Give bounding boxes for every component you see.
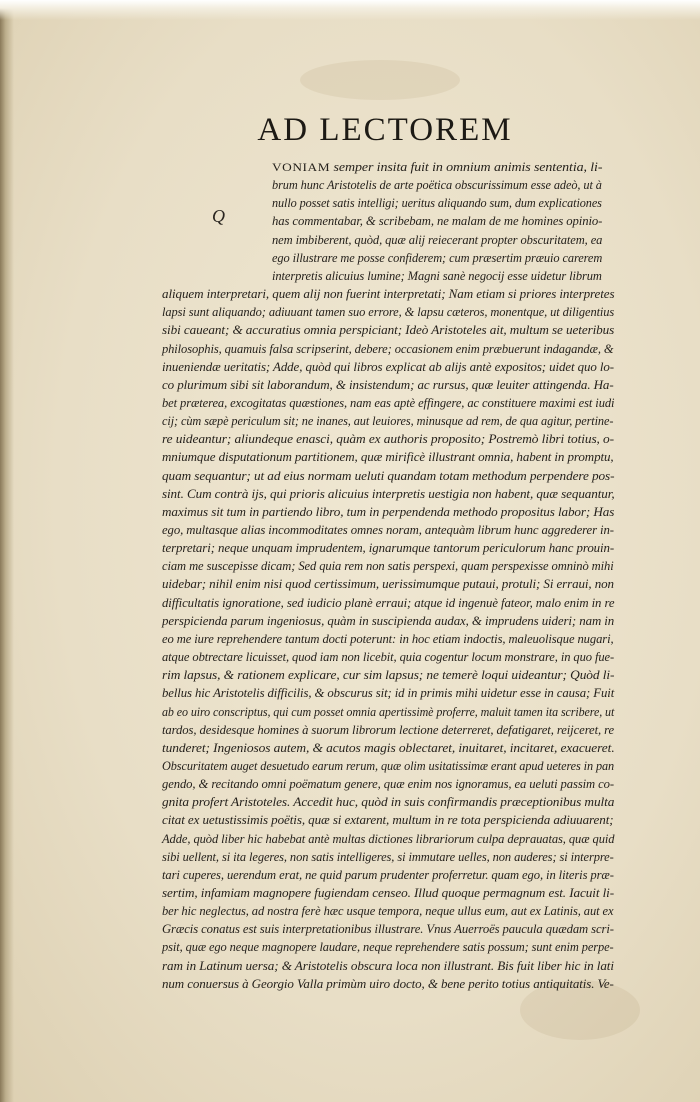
text-line: psit, quæ ego neque magnopere laudare, neque reprehendere satis possum; sunt enim perpe- [162, 940, 614, 955]
text-line: sibi uellent, si ita legeres, non satis intelligeres, si immutare uelles, non auderes; si interpre- [162, 849, 614, 864]
text-line-first [272, 159, 602, 175]
first-line-rest: semper insita fuit in omnium animis sententia, li- [330, 160, 603, 174]
text-line: tardos, desidesque homines à suorum librorum lectione deterreret, defatigaret, reijceret, re [162, 722, 615, 737]
text-line: tari cuperes, uerendum erat, ne quid parum prudenter proferretur. quam ego, in literis præ- [162, 867, 614, 882]
text-line: eo me iure reprehendere tantum docti poterunt: in hoc etiam indoctis, maleuolisque nugari, [162, 631, 614, 646]
text-line: ram in Latinum uersa; & Aristotelis obscura loca non illustrant. Bis fuit liber hic in lati [162, 958, 614, 973]
text-line: rim lapsus, & rationem explicare, cur sim lapsus; ne temerè loqui uideantur; Quòd li- [162, 668, 615, 683]
text-line: sertim, infamiam magnopere fugiendam censeo. Illud quoque permagnum est. Iacuit li- [162, 886, 615, 900]
text-line: lapsi sunt aliquando; adiuuant tamen suo errore, & lapsu cæteros, monentque, ut diligentius [162, 305, 615, 320]
drop-cap-letter: Q [212, 206, 225, 226]
text-line: inueniendæ ueritatis; Adde, quòd qui libros explicat ab alijs antè expositos; uidet quo lo- [162, 359, 614, 374]
text-line: ego, multasque alias incommoditates omnes noram, antequàm librum hunc aggrederer in- [162, 523, 614, 537]
text-line: sibi caueant; & accuratius omnia perspiciant; Ideò Aristoteles ait, multum se ueteribus [162, 323, 615, 338]
text-line: nullo posset satis intelligi; ueritus aliquando sum, dum explicationes [272, 196, 602, 211]
text-line: terpretari; neque unquam imprudentem, ignarumque tantorum periculorum hanc prouin- [162, 541, 615, 556]
text-line: maximus sit tum in partiendo libro, tum in perpendenda methodo propositus labor; Has [162, 504, 615, 519]
text-line: nem imbiberent, quòd, quæ alij reiecerant propter obscuritatem, ea [272, 232, 603, 247]
text-line: brum hunc Aristotelis de arte poëtica obscurissimum esse adeò, ut à [272, 178, 602, 193]
text-line: gnita profert Aristoteles. Accedit huc, quòd in suis confirmandis præceptionibus multa [162, 795, 615, 810]
text-line: cij; cùm sæpè periculum sit; ne inanes, aut leuiores, minusque ad rem, de qua agitur, pertine- [162, 414, 614, 429]
text-line: Græcis conatus est suis interpretationibus illustrare. Vnus Auerroës paucula quædam scri- [162, 922, 614, 937]
text-line: interpretis alicuius lumine; Magni sanè negocij esse uidetur librum [272, 268, 602, 283]
text-line: difficultatis ignoratione, sed iudicio planè erraui; atque id ingenuè fateor, malo enim in re [162, 595, 615, 610]
text-line: tunderet; Ingeniosos autem, & acutos magis oblectaret, inuitaret, incitaret, exacueret. [162, 740, 615, 755]
text-line: ego illustrare me posse confiderem; cum præsertim præuio carerem [272, 250, 603, 265]
text-line: aliquem interpretari, quem alij non fuerint interpretati; Nam etiam si priores interpretes [162, 287, 615, 302]
text-line: ab eo uiro conscriptus, qui cum posset omnia apertissimè proferre, maluit tamen ita scribere, ut [162, 704, 615, 719]
text-line: re uideantur; aliundeque enasci, quàm ex authoris proposito; Postremò libri totius, o- [162, 432, 614, 447]
text-line: co plurimum sibi sit laborandum, & insistendum; ac rursus, quæ leuiter attingenda. Ha- [162, 377, 614, 392]
text-line: atque obtrectare licuisset, quod iam non licebit, quia cogentur locum monstrare, in quo fue- [162, 650, 615, 665]
text-line: citat ex uetustissimis poëtis, quæ si extarent, multum in re tota perspicienda adiuuarent; [162, 813, 614, 828]
text-line: bet præterea, excogitatas quæstiones, nam eas aptè effingere, ac constituere maximi est iudi [162, 395, 615, 410]
text-line: Adde, quòd liber hic habebat antè multas dictiones librariorum culpa deprauatas, quæ quid [162, 831, 615, 846]
first-word: VONIAM [272, 160, 331, 174]
page-top-edge [0, 0, 700, 20]
text-line: bellus hic Aristotelis difficilis, & obscurus sit; id in primis mihi uidetur esse in causa; Fuit [162, 686, 615, 701]
text-line: gendo, & recitando omni poëmatum genere, quæ enim nos ignoramus, ea ueluti passim co- [162, 777, 614, 792]
text-line: quam sequantur; ut ad eius normam ueluti quandam totam methodum perpendere pos- [162, 468, 615, 483]
text-line: perspicienda parum ingeniosus, quàm in suscipienda audax, & imprudens uideri; nam in [162, 613, 615, 628]
text-line: philosophis, quamuis falsa scripserint, debere; occasionem enim præbuerunt indagandæ, & [162, 341, 614, 356]
text-line: has commentabar, & scribebam, ne malam de me homines opinio- [272, 214, 603, 229]
text-line: sint. Cum contrà ijs, qui prioris alicuius interpretis uestigia non habent, quæ sequantur, [162, 486, 615, 501]
paper-stain [300, 60, 460, 100]
page-title: AD LECTOREM [257, 112, 513, 148]
text-line: num conuersus à Georgio Valla primùm uiro docto, & bene perito totius antiquitatis. Ve- [162, 976, 614, 991]
text-line: uidebar; nihil enim nisi quod certissimum, uerissimumque putaui, protuli; Si erraui, non [162, 577, 614, 592]
page-gutter-shadow [0, 0, 14, 1102]
text-line: Obscuritatem auget desuetudo earum rerum, quæ olim usitatissimæ erant apud ueteres in pan [162, 758, 615, 773]
text-line: ber hic neglectus, ad nostra ferè hæc usque tempora, neque ullus eum, aut ex Latinis, aut ex [162, 904, 614, 919]
text-line: mniumque disputationum partitionem, quæ mirificè illustrant omnia, habent in promptu, [162, 450, 614, 465]
text-line: ciam me suscepisse dicam; Sed quia rem non satis perspexi, quam perspexisse omninò mihi [162, 559, 614, 574]
